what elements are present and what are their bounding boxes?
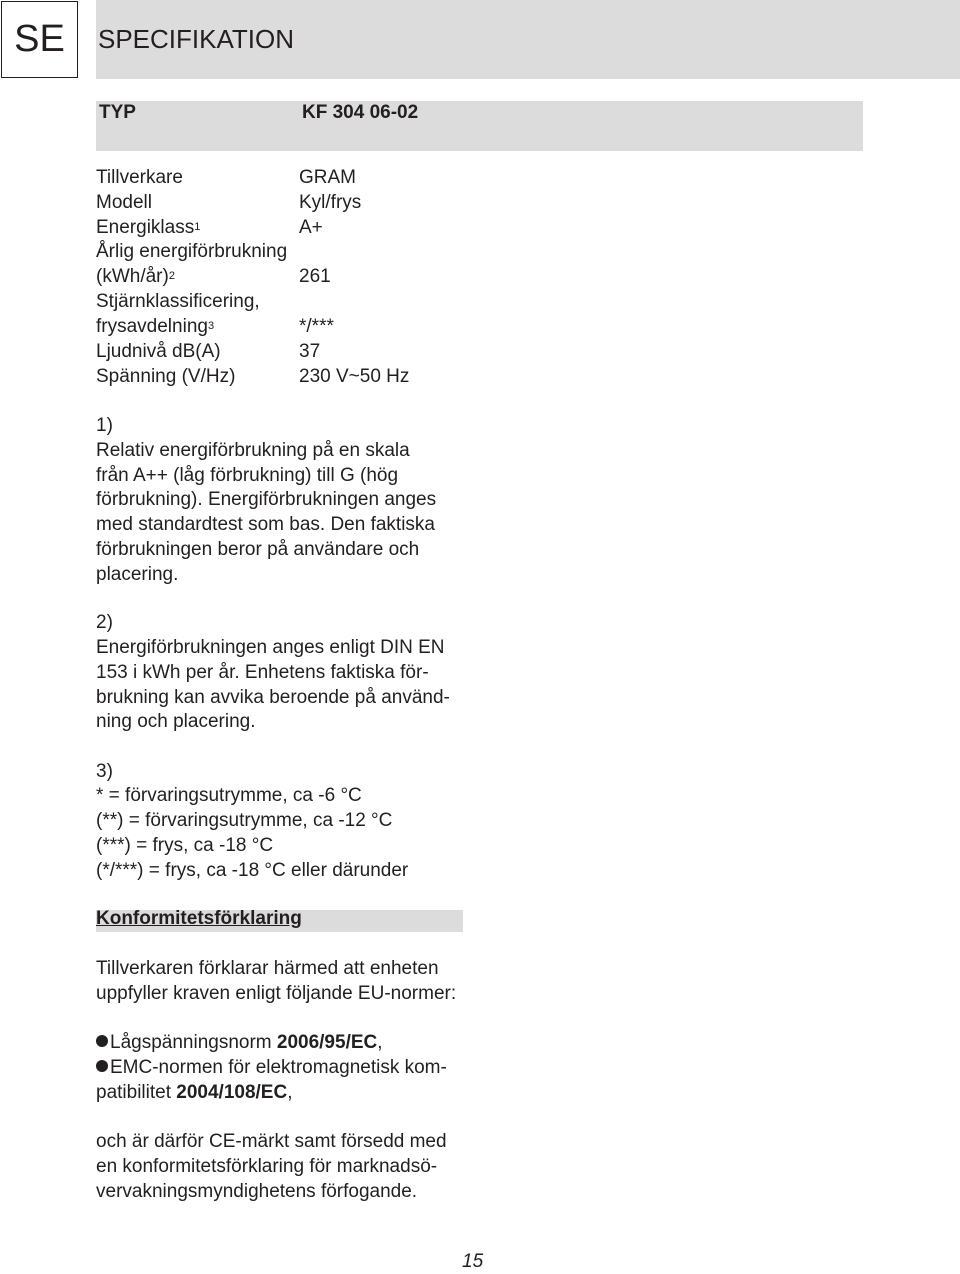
note-2-number: 2) [96,612,113,633]
spec-label-star-rating-1: Stjärnklassificering, [96,291,260,312]
note-3-number: 3) [96,761,113,782]
note-2-line: ning och placering. [96,711,256,732]
type-row [96,101,863,151]
spec-label-model: Modell [96,192,152,213]
spec-value-manufacturer: GRAM [299,167,356,188]
spec-value-energy-class: A+ [299,217,323,238]
note-1-line: förbrukning). Energiförbrukningen anges [96,489,437,510]
bullet-emc: EMC-normen för elektromagnetisk kom- [96,1056,447,1081]
note-3-line: (*/***) = frys, ca -18 °C eller därunder [96,860,409,881]
note-1-line: förbrukningen beror på användare och [96,539,420,560]
note-1-number: 1) [96,415,113,436]
spec-value-star-rating: */*** [299,316,334,337]
conformity-heading: Konformitetsförklaring [96,908,302,929]
spec-label-manufacturer: Tillverkare [96,167,183,188]
spec-value-annual-energy: 261 [299,266,331,287]
bullet-low-voltage: Lågspänningsnorm 2006/95/EC, [96,1031,383,1056]
note-3-line: (***) = frys, ca -18 °C [96,835,274,856]
conformity-outro-line: och är därför CE-märkt samt försedd med [96,1131,447,1152]
note-2-line: brukning kan avvika beroende på använd- [96,687,450,708]
conformity-intro-line: Tillverkaren förklarar härmed att enheten [96,958,439,979]
spec-label-energy-class: Energiklass$^1$ [96,217,201,238]
note-3-line: * = förvaringsutrymme, ca -6 °C [96,785,362,806]
page-title: SPECIFIKATION [98,24,294,54]
spec-value-voltage: 230 V~50 Hz [299,366,410,387]
bullet-dot-icon [96,1060,108,1072]
type-value: KF 304 06-02 [302,102,419,123]
spec-label-voltage: Spänning (V/Hz) [96,366,236,387]
conformity-outro-line: en konformitetsförklaring för marknadsö- [96,1156,438,1177]
note-1-line: placering. [96,564,179,585]
spec-label-noise: Ljudnivå dB(A) [96,341,221,362]
note-2-line: 153 i kWh per år. Enhetens faktiska för- [96,662,429,683]
language-badge: SE [1,1,78,78]
conformity-intro-line: uppfyller kraven enligt följande EU-normer: [96,983,457,1004]
spec-label-annual-energy-2: (kWh/år)$^2$ [96,266,175,287]
spec-value-noise: 37 [299,341,321,362]
bullet-emc-continued: patibilitet 2004/108/EC, [96,1082,293,1103]
spec-label-annual-energy-1: Årlig energiförbrukning [96,241,288,262]
conformity-outro-line: vervakningsmyndighetens förfogande. [96,1181,418,1202]
type-label: TYP [99,102,136,123]
bullet-dot-icon [96,1035,108,1047]
note-3-line: (**) = förvaringsutrymme, ca -12 °C [96,810,393,831]
note-1-line: från A++ (låg förbrukning) till G (hög [96,465,399,486]
note-2-line: Energiförbrukningen anges enligt DIN EN [96,637,445,658]
note-1-line: Relativ energiförbrukning på en skala [96,440,410,461]
page-number: 15 [462,1251,484,1272]
conformity-heading-bar [96,910,463,932]
note-1-line: med standardtest som bas. Den faktiska [96,514,435,535]
header-bar [96,0,960,79]
spec-label-star-rating-2: frysavdelning$^3$ [96,316,215,337]
spec-value-model: Kyl/frys [299,192,362,213]
